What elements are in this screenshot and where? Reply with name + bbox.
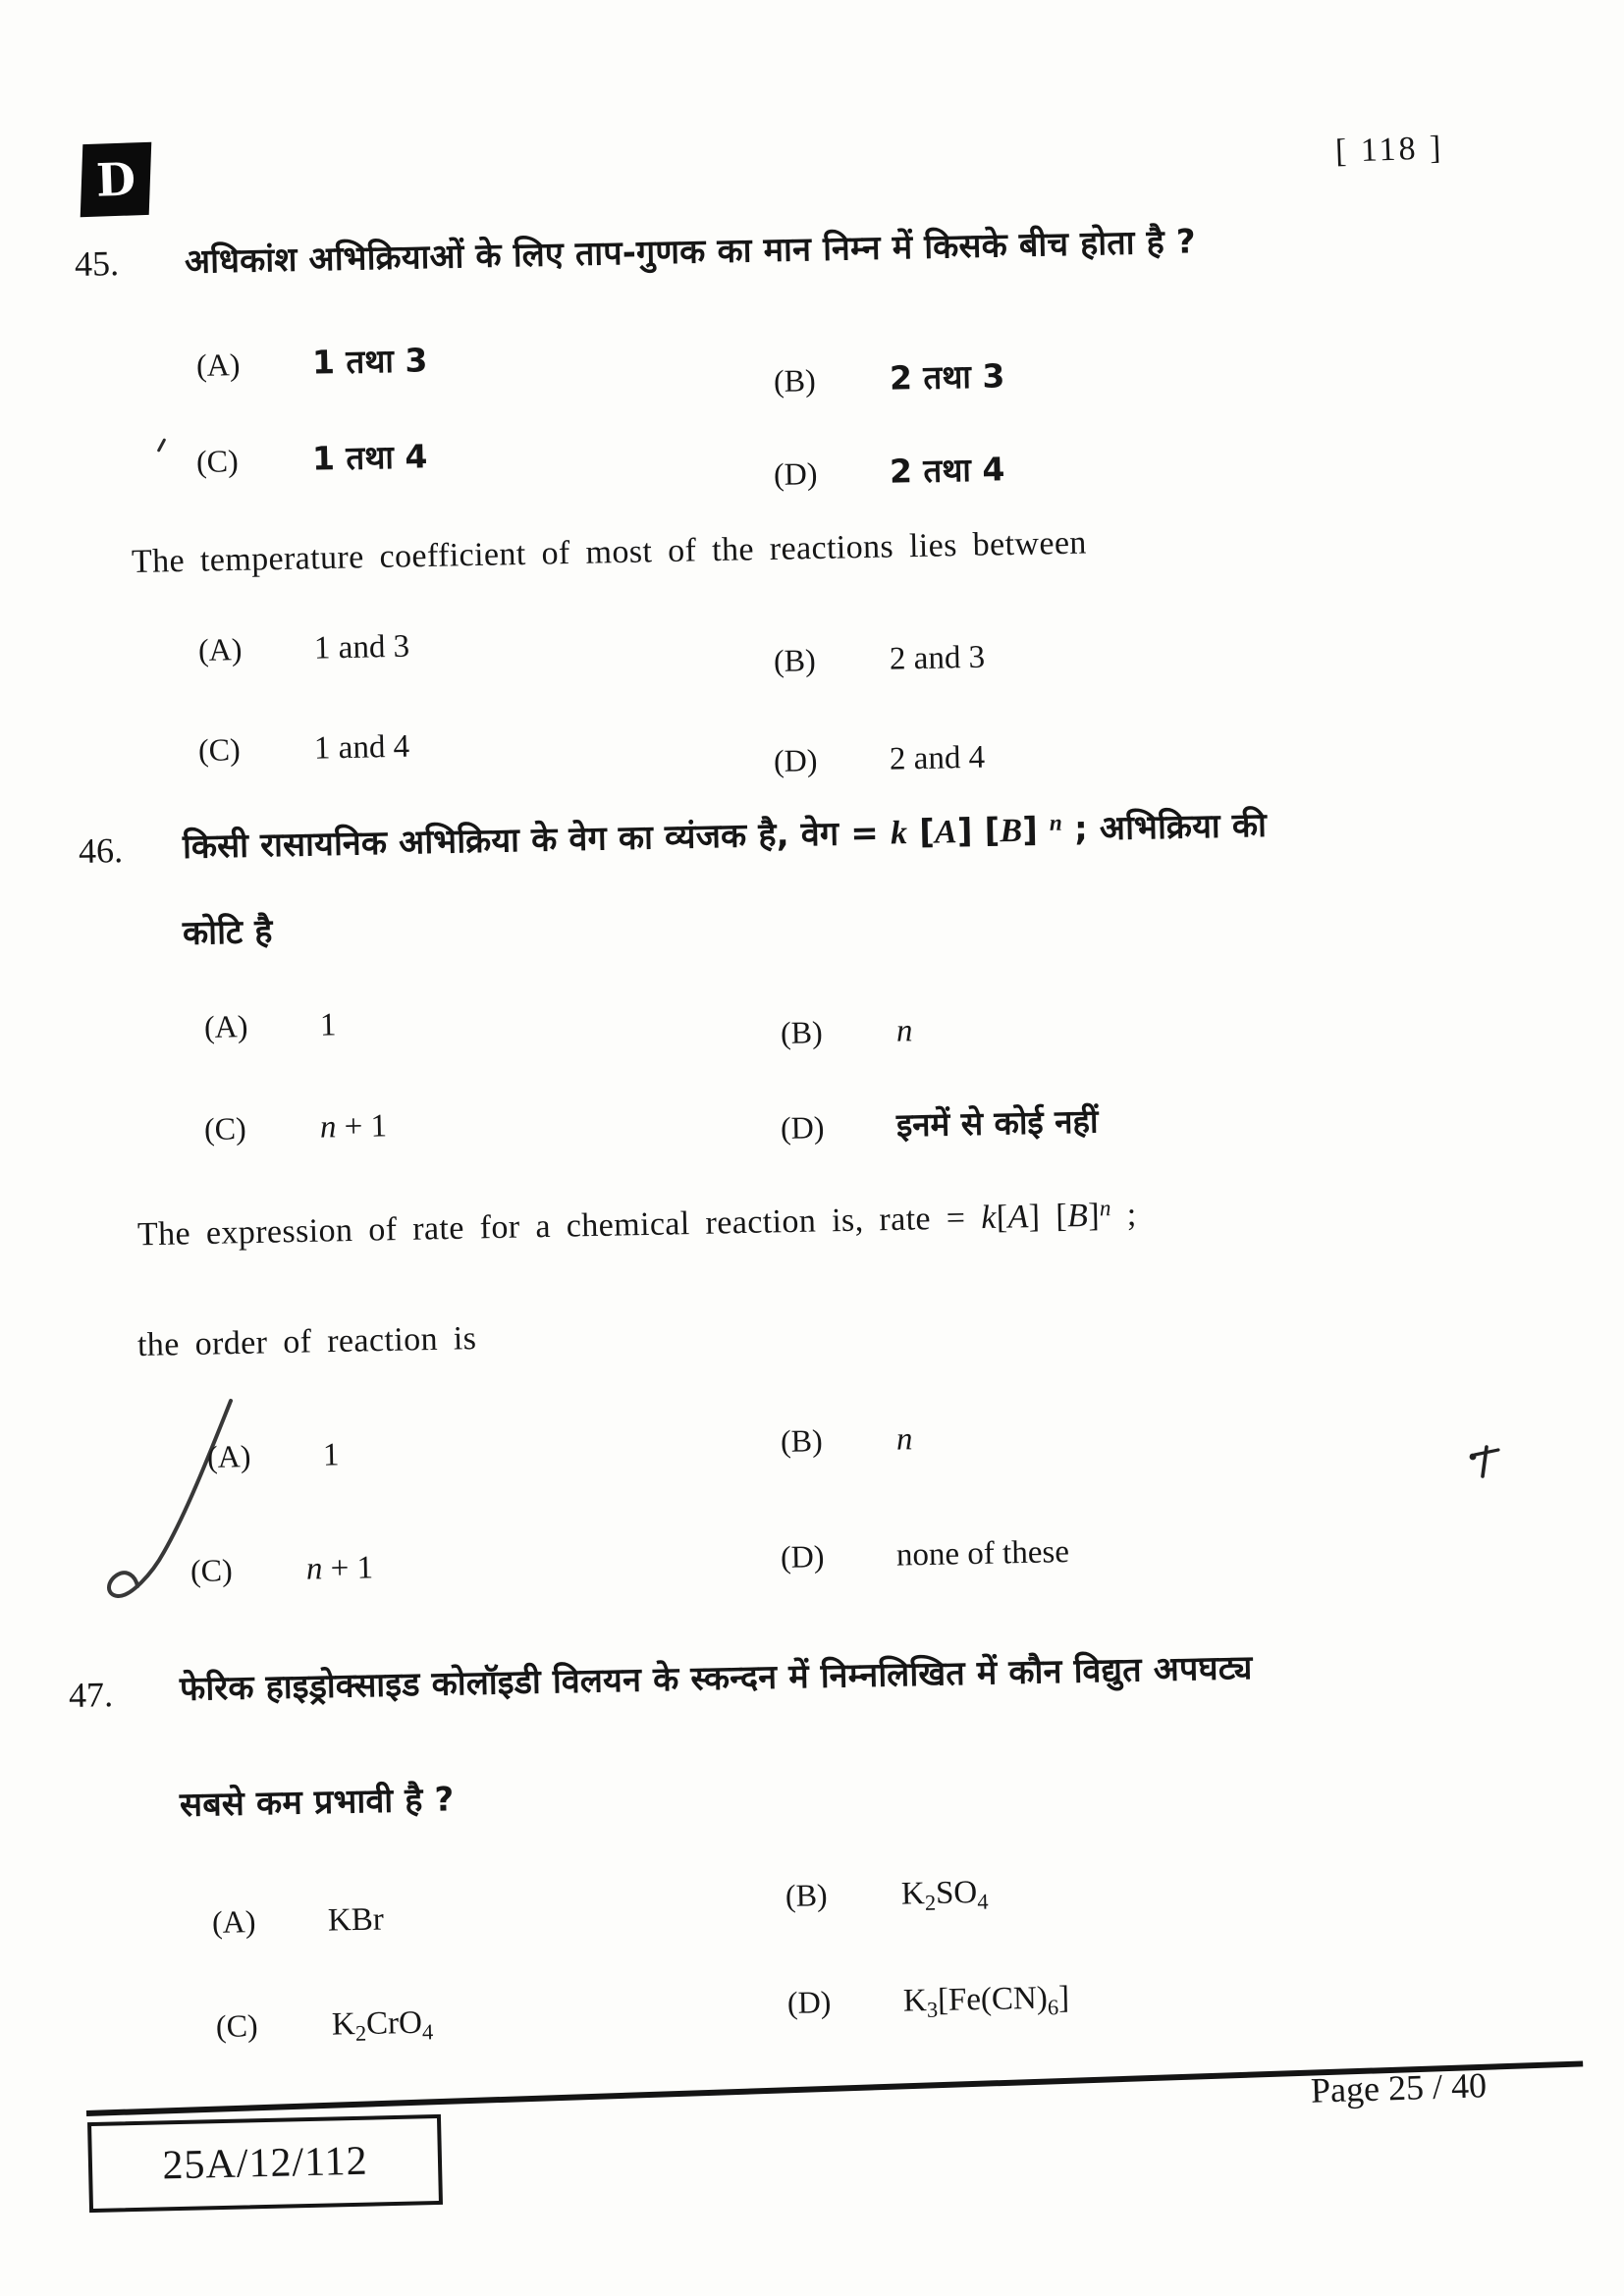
option-value: इनमें से कोई नहीं (895, 1101, 1099, 1145)
option-label: (C) (197, 731, 241, 768)
page-indicator: Page 25 / 40 (1310, 2065, 1488, 2110)
q45-english-option-a (198, 628, 410, 669)
q45-hindi-option-b (774, 352, 1005, 401)
corner-page-ref: [ 118 ] (1334, 130, 1444, 170)
booklet-code-box (87, 2114, 443, 2213)
question-45-stem-english: The temperature coefficient of most of the reactions lies between (131, 524, 1088, 580)
option-label: (A) (195, 347, 241, 383)
q46-hindi-option-d (781, 1098, 1099, 1148)
option-value: 1 तथा 4 (311, 437, 428, 478)
q46-english-option-b (781, 1420, 913, 1461)
question-number-45: 45. (74, 243, 120, 284)
handwritten-pen-mark (93, 1379, 270, 1610)
option-value: 2 and 3 (889, 639, 986, 677)
option-label: (B) (780, 1422, 823, 1459)
q45-hindi-option-a (196, 337, 428, 386)
option-label: (C) (195, 443, 240, 479)
option-value: n + 1 (319, 1108, 388, 1146)
option-label: (D) (773, 455, 818, 492)
question-46-stem-english-line1: The expression of rate for a chemical reaction is, rate = k[A] $[B]^n$ ; (136, 1196, 1138, 1254)
q45-hindi-option-d (774, 446, 1005, 495)
booklet-code: 25A/12/112 (161, 2138, 369, 2189)
question-46-stem-english-line2: the order of reaction is (136, 1320, 477, 1363)
q47-option-b (785, 1874, 989, 1919)
option-label: (D) (773, 742, 818, 778)
q45-hindi-option-c (196, 433, 428, 482)
q47-option-c (216, 2004, 434, 2050)
option-value: 2 तथा 4 (889, 450, 1005, 491)
option-label: (B) (780, 1014, 823, 1050)
option-value: $K_2SO_4$ (900, 1875, 989, 1915)
option-label: (C) (203, 1110, 246, 1147)
option-value: KBr (327, 1901, 385, 1939)
option-value: 2 and 4 (889, 739, 986, 777)
q45-english-option-c (198, 728, 410, 770)
option-label: (A) (203, 1008, 248, 1044)
option-label: (D) (780, 1538, 825, 1575)
option-value: 1 and 3 (313, 628, 410, 667)
option-label: (B) (785, 1877, 828, 1913)
option-value: 1 (322, 1437, 340, 1473)
option-label: (B) (773, 362, 817, 399)
q45-english-option-b (774, 639, 986, 680)
option-value: 2 तथा 3 (889, 356, 1005, 398)
question-number-47: 47. (68, 1675, 114, 1715)
option-label: (A) (206, 1438, 251, 1474)
series-badge (81, 142, 152, 218)
q46-hindi-option-c (204, 1107, 388, 1148)
option-value: n (895, 1421, 913, 1458)
option-value: $K_2CrO_4$ (331, 2004, 434, 2046)
question-45-stem-hindi: अधिकांश अभिक्रियाओं के लिए ताप-गुणक का मान निम्न में किसके बीच होता है ? (184, 222, 1197, 282)
series-letter: D (95, 152, 136, 207)
option-label: (D) (786, 1984, 832, 2020)
q46-hindi-option-b (781, 1012, 913, 1052)
q46-english-option-d (781, 1533, 1070, 1576)
q47-option-d (787, 1979, 1070, 2025)
q46-hindi-option-a (204, 1006, 337, 1046)
option-value: 1 and 4 (313, 728, 410, 767)
question-47-stem-hindi-line2: सबसे कम प्रभावी है ? (179, 1780, 455, 1825)
option-value: none of these (895, 1534, 1070, 1574)
option-label: (C) (189, 1552, 233, 1588)
option-label: (B) (773, 642, 816, 678)
option-value: $K_3[Fe(CN)_6]$ (902, 1980, 1070, 2022)
q45-english-option-d (774, 739, 986, 780)
option-value: 1 (319, 1007, 337, 1043)
question-47-stem-hindi-line1: फेरिक हाइड्रोक्साइड कोलॉइडी विलयन के स्कन्दन में निम्नलिखित में कौन विद्युत अपघट्य (179, 1648, 1253, 1709)
option-label: (A) (197, 631, 243, 667)
question-46-stem-hindi-line1: किसी रासायनिक अभिक्रिया के वेग का व्यंजक है, वेग = k [A] [B] $^n$ ; अभिक्रिया की (182, 805, 1268, 867)
option-value: n + 1 (305, 1550, 374, 1587)
option-value: 1 तथा 3 (311, 341, 428, 382)
question-46-stem-hindi-line2: कोटि है (182, 912, 273, 953)
option-label: (D) (780, 1109, 825, 1146)
stray-tick-mark (157, 438, 167, 453)
option-label: (A) (211, 1903, 256, 1940)
question-number-46: 46. (78, 830, 124, 871)
option-value: n (895, 1013, 913, 1049)
option-label: (C) (215, 2007, 258, 2044)
ink-speck (1465, 1431, 1510, 1486)
q47-option-a (212, 1900, 385, 1942)
